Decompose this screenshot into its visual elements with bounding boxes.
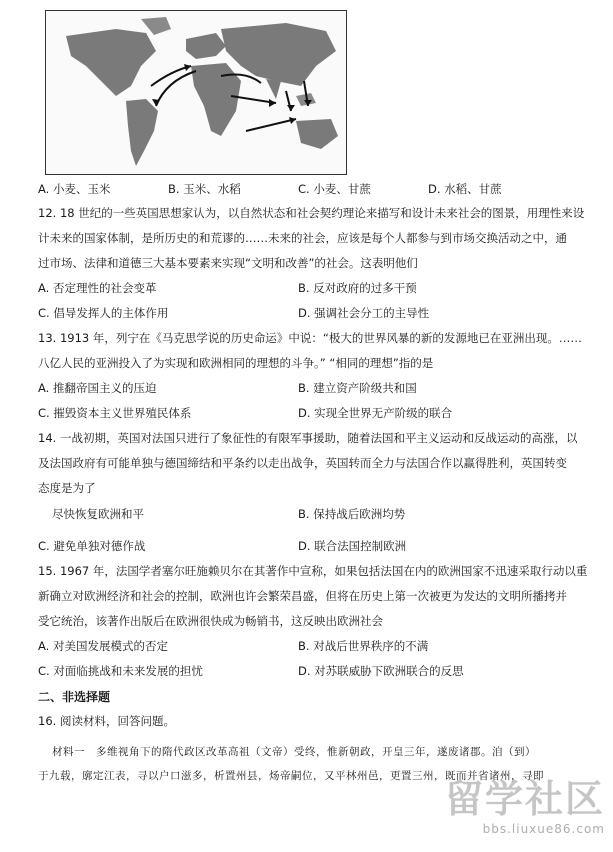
watermark-url: bbs.liuxue86.com (482, 822, 605, 836)
section-title: 二、非选择题 (38, 690, 111, 704)
q12-stem-line-1: 12. 18 世纪的一些英国思想家认为，以自然状态和社会契约理论来描写和设计未来社会的图景，用理性来设 (38, 206, 585, 220)
q14-option-b: B. 保持战后欧洲均势 (298, 507, 406, 521)
world-map-icon (46, 11, 346, 174)
q14-option-d: D. 联合法国控制欧洲 (298, 539, 407, 553)
q12-option-c: C. 倡导发挥人的主体作用 (38, 306, 169, 320)
q13-stem-line-2: 八亿人民的亚洲投入了为实现和欧洲相同的理想的斗争。” “相同的理想”指的是 (38, 356, 434, 370)
q11-option-b: B. 玉米、水稻 (168, 182, 241, 196)
q13-option-b: B. 建立资产阶级共和国 (298, 381, 417, 395)
q13-option-a: A. 推翻帝国主义的压迫 (38, 381, 157, 395)
q15-stem-line-3: 受它统治，该著作出版后在欧洲很快成为畅销书，这反映出欧洲社会 (38, 614, 383, 628)
q13-option-d: D. 实现全世界无产阶级的联合 (298, 406, 453, 420)
watermark (405, 776, 605, 846)
q12-option-d: D. 强调社会分工的主导性 (298, 306, 430, 320)
q15-stem-line-1: 15. 1967 年，法国学者塞尔旺施赖贝尔在其著作中宣称，如果包括法国在内的欧洲国家不迅速采取行动以重 (38, 564, 588, 578)
q15-option-b: B. 对战后世界秩序的不满 (298, 639, 429, 653)
q16-material-line-2: 于九载，廓定江表，寻以户口滋多，析置州县，炀帝嗣位，又平林州邑，更置三州，既而并省诸州，寻即 (38, 770, 544, 782)
q12-stem-line-3: 过市场、法律和道德三大基本要素来实现“文明和改善”的社会。这表明他们 (38, 256, 418, 270)
q15-option-c: C. 对面临挑战和未来发展的担忧 (38, 664, 203, 678)
q13-option-c: C. 摧毁资本主义世界殖民体系 (38, 406, 192, 420)
q12-option-a: A. 否定理性的社会变革 (38, 281, 157, 295)
world-map-figure (45, 10, 347, 175)
q13-stem-line-1: 13. 1913 年，列宁在《马克思学说的历史命运》中说：“极大的世界风暴的新的发源地已在亚洲出现。…… (38, 331, 582, 345)
q15-stem-line-2: 新确立对欧洲经济和社会的控制，欧洲也许会繁荣昌盛，但将在历史上第一次被更为发达的文明所播拷并 (38, 589, 567, 603)
q16-prompt: 16. 阅读材料，回答问题。 (38, 714, 175, 728)
q14-stem-line-2: 及法国政府有可能单独与德国缔结和平条约以走出战争，英国转而全力与法国合作以赢得胜利，英国转变 (38, 456, 567, 470)
q12-option-b: B. 反对政府的过多干预 (298, 281, 417, 295)
q11-option-c: C. 小麦、甘蔗 (298, 182, 371, 196)
watermark-logo: 留学社区 (444, 777, 605, 821)
q11-option-a: A. 小麦、玉米 (38, 182, 111, 196)
q14-option-c: C. 避免单独对德作战 (38, 539, 146, 553)
q15-option-a: A. 对美国发展模式的否定 (38, 639, 168, 653)
q14-stem-line-3: 态度是为了 (38, 481, 96, 495)
q14-stem-line-1: 14. 一战初期，英国对法国只进行了象征性的有限军事援助，随着法国和平主义运动和反战运动的高涨，以 (38, 431, 578, 445)
q16-material-line-1: 材料一 多维视角下的隋代政区改革高祖（文帝）受终，惟新朝政，开皇三年，遂废诸郡。洎（到） (52, 746, 536, 758)
q14-option-a: 尽快恢复欧洲和平 (52, 507, 144, 521)
q12-stem-line-2: 计未来的国家体制，是所历史的和荒谬的……未来的社会，应该是每个人都参与到市场交换活动之中，通 (38, 231, 567, 245)
q15-option-d: D. 对苏联威胁下欧洲联合的反思 (298, 664, 464, 678)
q11-option-d: D. 水稻、甘蔗 (428, 182, 502, 196)
